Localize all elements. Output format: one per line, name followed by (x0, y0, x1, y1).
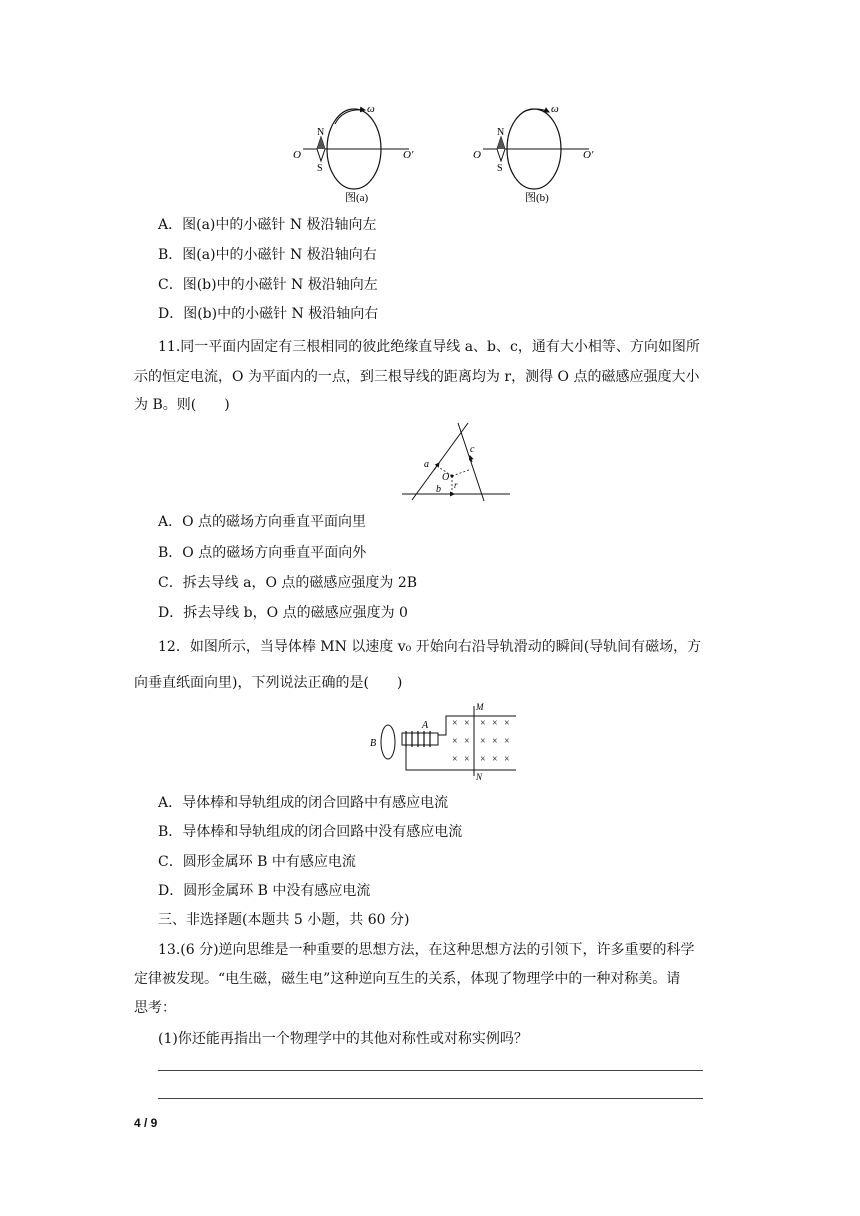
fig-b-south: S (497, 163, 503, 174)
q12-fig-a: A (422, 720, 429, 731)
q10-option-c: C．图(b)中的小磁针 N 极沿轴向左 (158, 277, 378, 293)
q13-sub1: (1)你还能再指出一个物理学中的其他对称性或对称实例吗？ (158, 1031, 528, 1047)
svg-text:×: × (452, 736, 458, 747)
q12-option-b: B．导体棒和导轨组成的闭合回路中没有感应电流 (158, 824, 463, 840)
q12-fig-m: M (476, 702, 484, 712)
q12-option-d: D．圆形金属环 B 中没有感应电流 (158, 883, 371, 899)
q13-stem-line1: 13.(6 分)逆向思维是一种重要的思想方法，在这种思想方法的引领下，许多重要的科学 (158, 942, 695, 958)
figure-ab (285, 100, 605, 210)
svg-text:×: × (480, 736, 486, 747)
svg-text:×: × (504, 754, 510, 765)
q12-figure (366, 700, 526, 782)
svg-text:×: × (492, 736, 498, 747)
svg-text:×: × (452, 718, 458, 729)
fig-a-north: N (317, 127, 325, 138)
q12-option-a: A．导体棒和导轨组成的闭合回路中有感应电流 (158, 795, 449, 811)
fig-b-o-left: O (473, 149, 481, 161)
q11-option-c: C．拆去导线 a，O 点的磁感应强度为 2B (158, 575, 418, 591)
page-number: 4 / 9 (134, 1116, 158, 1130)
section-3-heading: 三、非选择题(本题共 5 小题，共 60 分) (158, 912, 410, 928)
q12-fig-n: N (476, 772, 483, 782)
svg-text:×: × (480, 754, 486, 765)
q12-field-crosses (452, 718, 510, 765)
fig-b-caption: 图(b) (525, 192, 549, 204)
q11-fig-a: a (424, 459, 429, 470)
fig-b-omega: ω (551, 103, 559, 115)
svg-text:×: × (492, 754, 498, 765)
answer-line-2[interactable] (158, 1098, 703, 1099)
svg-text:×: × (504, 718, 510, 729)
q11-fig-b: b (436, 484, 441, 495)
svg-text:×: × (452, 754, 458, 765)
svg-text:×: × (480, 718, 486, 729)
fig-b-o-right: O′ (583, 149, 594, 161)
q10-option-b: B．图(a)中的小磁针 N 极沿轴向右 (158, 247, 377, 263)
q11-stem-line3: 为 B。则( ) (134, 397, 230, 413)
svg-text:×: × (492, 718, 498, 729)
q11-stem-line2: 示的恒定电流，O 为平面内的一点，到三根导线的距离均为 r，测得 O 点的磁感应强度大小 (134, 369, 700, 385)
q11-option-d: D．拆去导线 b，O 点的磁感应强度为 0 (158, 605, 408, 621)
q11-stem-line1: 11.同一平面内固定有三根相同的彼此绝缘直导线 a、b、c，通有大小相等、方向如图所 (158, 339, 700, 355)
q12-stem-line1: 12．如图所示，当导体棒 MN 以速度 v₀ 开始向右沿导轨滑动的瞬间(导轨间有磁场，方 (158, 639, 702, 655)
figure-a (293, 103, 414, 204)
q11-fig-c: c (470, 444, 475, 455)
q13-stem-line2: 定律被发现。“电生磁，磁生电”这种逆向互生的关系，体现了物理学中的一种对称美。请 (134, 971, 681, 987)
q12-option-c: C．圆形金属环 B 中有感应电流 (158, 854, 356, 870)
fig-a-south: S (317, 163, 323, 174)
fig-a-o-left: O (293, 149, 301, 161)
q11-option-b: B．O 点的磁场方向垂直平面向外 (158, 545, 367, 561)
fig-a-o-right: O′ (403, 149, 414, 161)
svg-text:×: × (464, 736, 470, 747)
answer-line-1[interactable] (158, 1070, 703, 1071)
q13-stem-line3: 思考： (134, 1000, 176, 1016)
q12-fig-b: B (370, 738, 377, 749)
fig-a-omega: ω (367, 103, 375, 115)
q12-stem-line2: 向垂直纸面向里)，下列说法正确的是( ) (134, 675, 403, 691)
q11-option-a: A．O 点的磁场方向垂直平面向里 (158, 514, 367, 530)
q11-fig-o: O (442, 472, 450, 483)
fig-a-caption: 图(a) (345, 192, 369, 204)
svg-text:×: × (464, 718, 470, 729)
q11-figure (398, 420, 518, 502)
svg-text:×: × (464, 754, 470, 765)
q10-option-d: D．图(b)中的小磁针 N 极沿轴向右 (158, 306, 379, 322)
q11-fig-r: r (454, 480, 458, 490)
svg-text:×: × (504, 736, 510, 747)
figure-b (473, 103, 594, 204)
q10-option-a: A．图(a)中的小磁针 N 极沿轴向左 (158, 217, 377, 233)
fig-b-north: N (497, 127, 505, 138)
